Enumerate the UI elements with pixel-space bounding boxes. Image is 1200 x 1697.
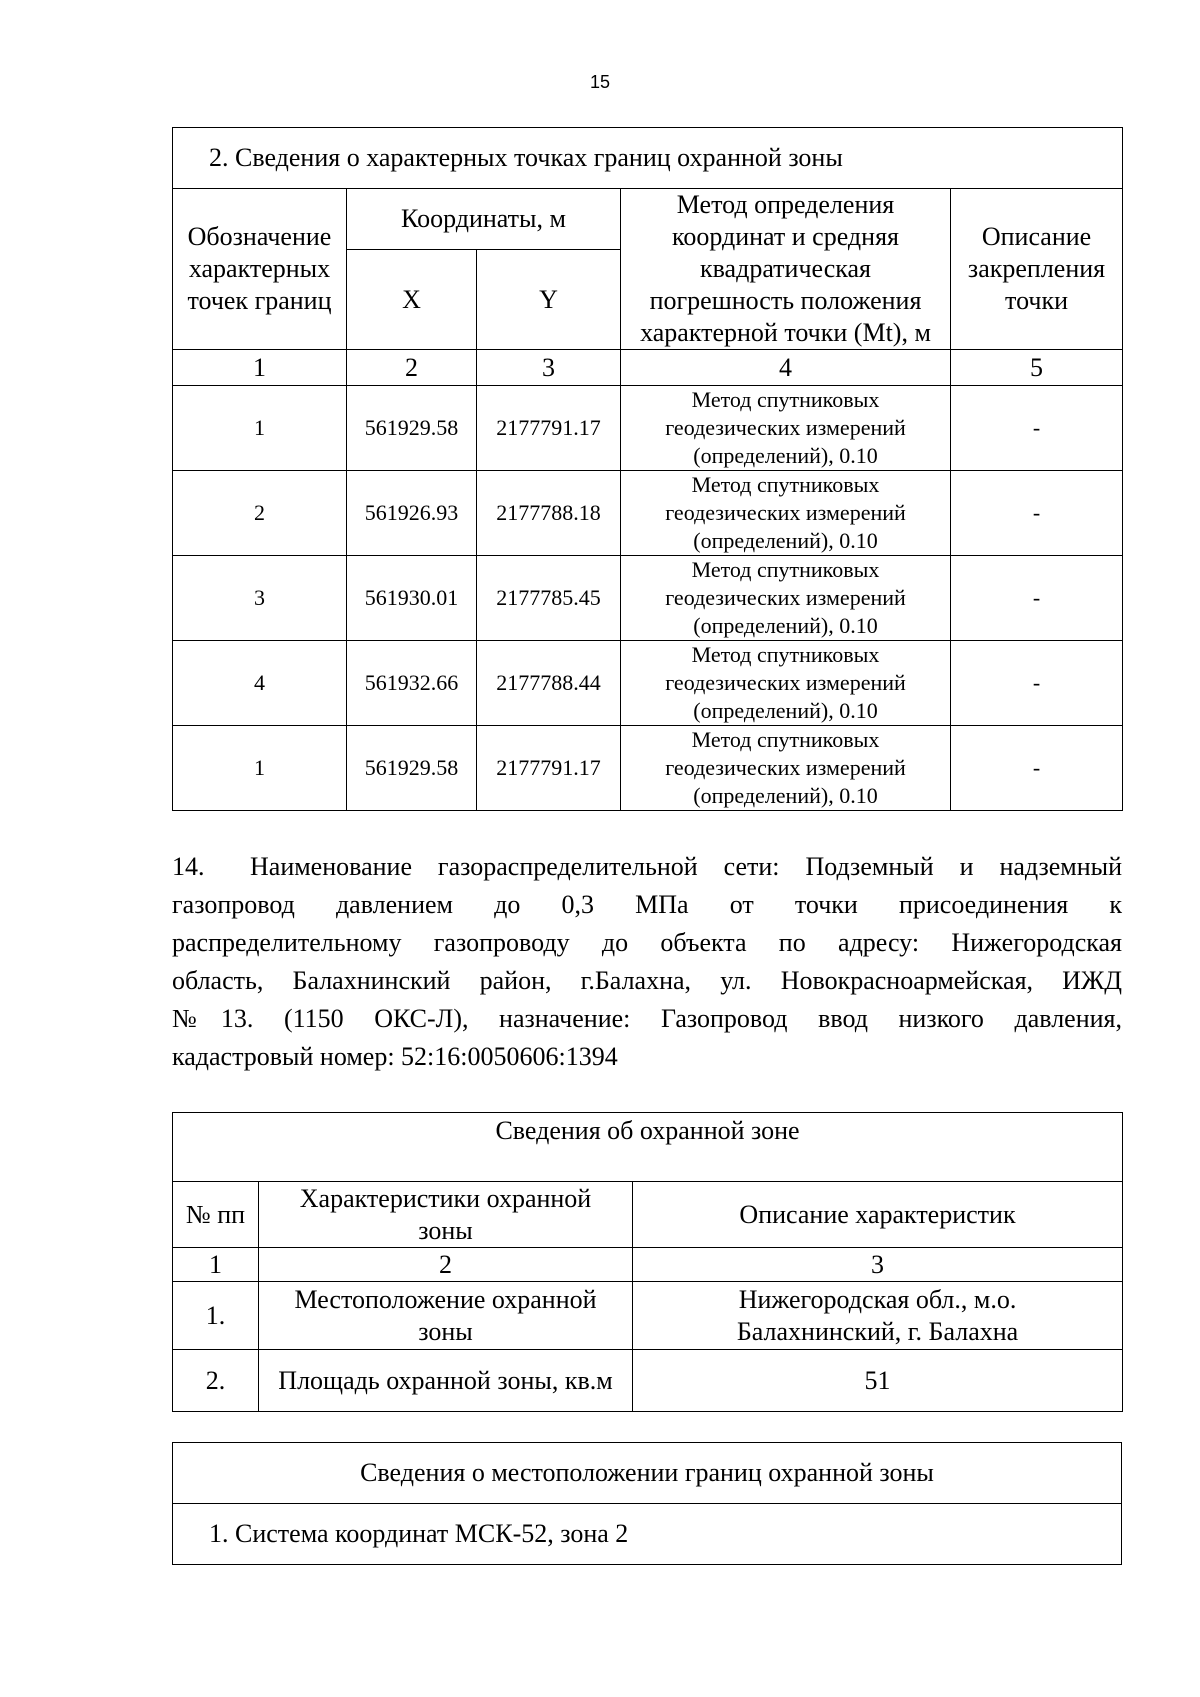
table-row [173, 1282, 1123, 1350]
page-number: 15 [589, 72, 611, 92]
point-id: 1 [173, 386, 347, 471]
method: Метод спутниковых геодезических измерений (определений), 0.10 [621, 641, 951, 726]
col-number: 2 [347, 350, 477, 386]
method: Метод спутниковых геодезических измерений (определений), 0.10 [621, 386, 951, 471]
paragraph-line: кадастровый номер: 52:16:0050606:1394 [172, 1042, 618, 1071]
coord-x: 561926.93 [347, 471, 477, 556]
table-row [173, 726, 1123, 811]
coord-x: 561929.58 [347, 726, 477, 811]
point-id: 3 [173, 556, 347, 641]
zone-location-table [172, 1442, 1122, 1565]
coordinate-system: 1. Система координат МСК-52, зона 2 [173, 1504, 1122, 1565]
protected-zone-info-table [172, 1112, 1123, 1412]
coord-y: 2177791.17 [477, 726, 621, 811]
col-number: 3 [633, 1248, 1123, 1282]
coord-x: 561930.01 [347, 556, 477, 641]
table-row [173, 1350, 1123, 1412]
coord-x: 561932.66 [347, 641, 477, 726]
header-x: X [347, 250, 477, 350]
method: Метод спутниковых геодезических измерений (определений), 0.10 [621, 556, 951, 641]
paragraph-line: №13. (1150 ОКС-Л), назначение: Газопровод ввод низкого давления, [172, 1004, 1122, 1033]
row-number: 1. [173, 1282, 259, 1350]
header-designation: Обозначение характерных точек границ [173, 189, 347, 350]
characteristic-value: 51 [633, 1350, 1123, 1412]
col-number: 2 [259, 1248, 633, 1282]
coord-y: 2177791.17 [477, 386, 621, 471]
table-row [173, 471, 1123, 556]
header-description: Описание закрепления точки [951, 189, 1123, 350]
method: Метод спутниковых геодезических измерений (определений), 0.10 [621, 726, 951, 811]
fixing-description: - [951, 471, 1123, 556]
header-y: Y [477, 250, 621, 350]
coord-y: 2177785.45 [477, 556, 621, 641]
col-number: 4 [621, 350, 951, 386]
header-coordinates: Координаты, м [347, 189, 621, 250]
table-title: Сведения о местоположении границ охранной зоны [173, 1443, 1122, 1504]
table-title: Сведения об охранной зоне [173, 1113, 1123, 1182]
method: Метод спутниковых геодезических измерений (определений), 0.10 [621, 471, 951, 556]
header-number: № пп [173, 1182, 259, 1248]
boundary-points-table [172, 127, 1123, 811]
point-id: 2 [173, 471, 347, 556]
point-id: 4 [173, 641, 347, 726]
paragraph-number: 14. [172, 852, 205, 881]
table-row [173, 386, 1123, 471]
table-row [173, 641, 1123, 726]
fixing-description: - [951, 726, 1123, 811]
characteristic-value: Нижегородская обл., м.о. Балахнинский, г. Балахна [633, 1282, 1123, 1350]
paragraph-line: 14. Наименование газораспределительной сети: Подземный и надземный [172, 848, 1122, 886]
row-number: 2. [173, 1350, 259, 1412]
col-number: 1 [173, 1248, 259, 1282]
header-characteristics: Характеристики охранной зоны [259, 1182, 633, 1248]
col-number: 3 [477, 350, 621, 386]
point-id: 1 [173, 726, 347, 811]
paragraph-line: газопровод давлением до 0,3 МПа от точки присоединения к [172, 890, 1122, 919]
network-paragraph [172, 848, 1122, 1076]
characteristic: Местоположение охранной зоны [259, 1282, 633, 1350]
fixing-description: - [951, 386, 1123, 471]
paragraph-line: область, Балахнинский район, г.Балахна, ул. Новокрасноармейская, ИЖД [172, 966, 1122, 995]
header-method: Метод определения координат и средняя квадратическая погрешность положения характерной точки (Mt), м [621, 189, 951, 350]
table-title: 2. Сведения о характерных точках границ охранной зоны [173, 128, 1123, 189]
table-row [173, 556, 1123, 641]
coord-y: 2177788.44 [477, 641, 621, 726]
col-number: 1 [173, 350, 347, 386]
paragraph-line: распределительному газопроводу до объекта по адресу: Нижегородская [172, 928, 1122, 957]
fixing-description: - [951, 641, 1123, 726]
coord-y: 2177788.18 [477, 471, 621, 556]
coord-x: 561929.58 [347, 386, 477, 471]
header-description: Описание характеристик [633, 1182, 1123, 1248]
fixing-description: - [951, 556, 1123, 641]
characteristic: Площадь охранной зоны, кв.м [259, 1350, 633, 1412]
col-number: 5 [951, 350, 1123, 386]
